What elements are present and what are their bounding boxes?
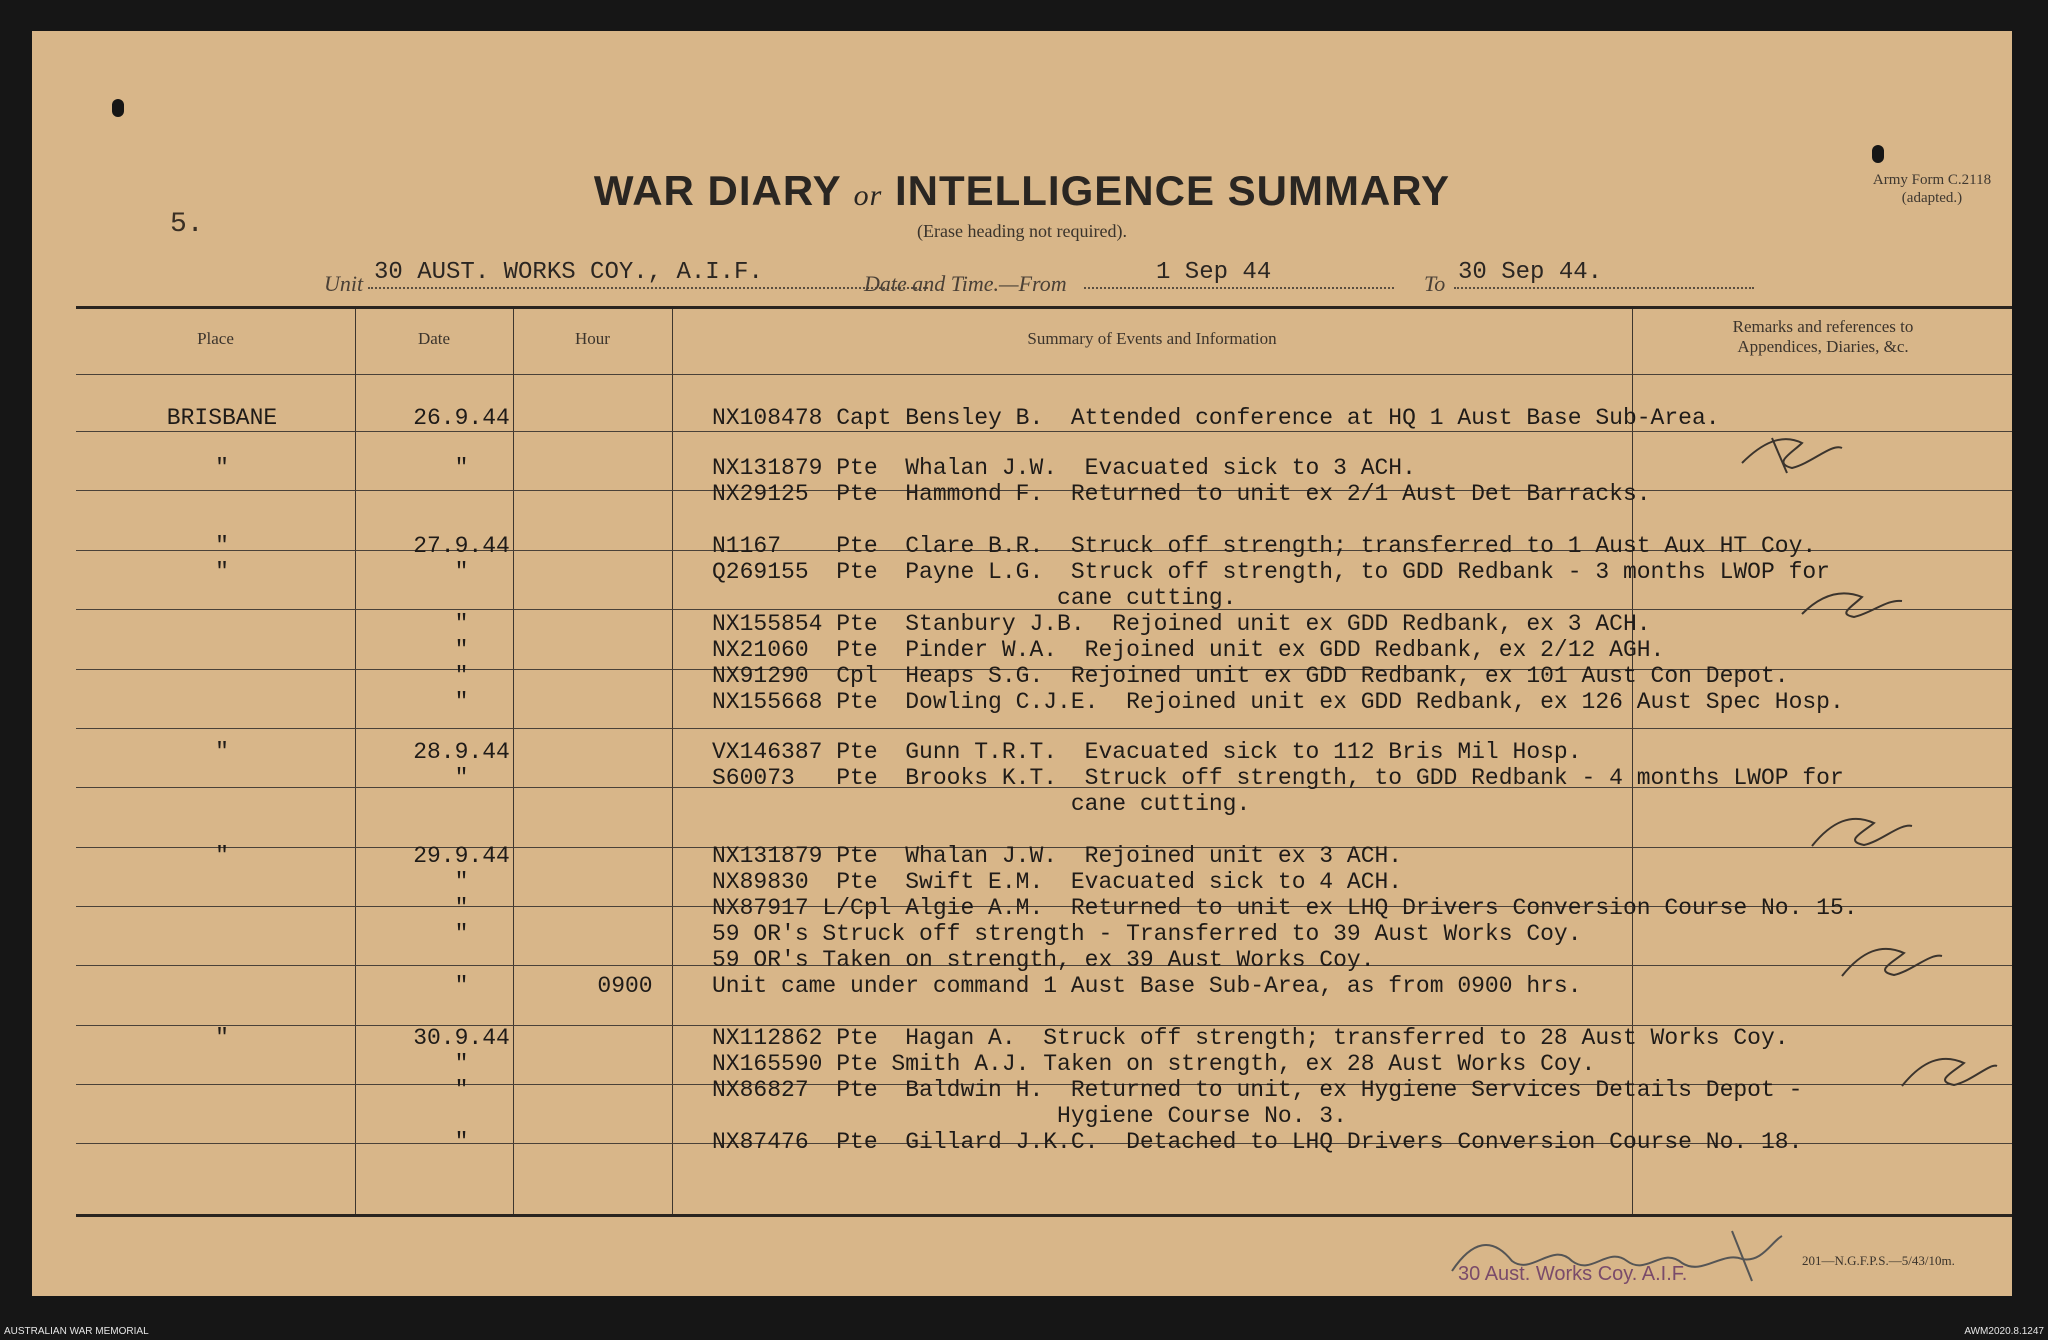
- initials-signature: [1802, 801, 1922, 861]
- row-divider: [76, 431, 2012, 432]
- initials-signature: [1792, 579, 1912, 629]
- row-summary: NX108478 Capt Bensley B. Attended conference at HQ 1 Aust Base Sub-Area.: [712, 405, 1720, 431]
- unit-value: 30 AUST. WORKS COY., A.I.F.: [374, 259, 763, 286]
- row-summary: NX131879 Pte Whalan J.W. Evacuated sick to 3 ACH.: [712, 455, 1416, 481]
- col-divider: [672, 309, 673, 1214]
- row-summary: NX86827 Pte Baldwin H. Returned to unit, ex Hygiene Services Details Depot -: [712, 1077, 1803, 1103]
- row-date: ": [454, 895, 469, 921]
- row-date: ": [454, 1051, 469, 1077]
- row-summary: NX29125 Pte Hammond F. Returned to unit ex 2/1 Aust Det Barracks.: [712, 481, 1651, 507]
- row-summary: cane cutting.: [712, 791, 1251, 817]
- date-to: 30 Sep 44.: [1458, 259, 1603, 286]
- row-place: ": [215, 739, 229, 765]
- row-date: 28.9.44: [413, 739, 510, 765]
- initials-signature: [1892, 1041, 2002, 1101]
- row-summary: NX112862 Pte Hagan A. Struck off strength; transferred to 28 Aust Works Coy.: [712, 1025, 1789, 1051]
- row-summary: NX87917 L/Cpl Algie A.M. Returned to unit ex LHQ Drivers Conversion Course No. 15.: [712, 895, 1858, 921]
- row-summary: Hygiene Course No. 3.: [712, 1103, 1347, 1129]
- row-summary: NX21060 Pte Pinder W.A. Rejoined unit ex GDD Redbank, ex 2/12 AGH.: [712, 637, 1665, 663]
- header-summary: Summary of Events and Information: [1027, 329, 1277, 348]
- row-summary: NX155854 Pte Stanbury J.B. Rejoined unit ex GDD Redbank, ex 3 ACH.: [712, 611, 1651, 637]
- row-date: ": [454, 559, 469, 585]
- row-date: ": [454, 455, 469, 481]
- row-summary: NX87476 Pte Gillard J.K.C. Detached to LHQ Drivers Conversion Course No. 18.: [712, 1129, 1803, 1155]
- header-date: Date: [417, 329, 451, 348]
- row-date: ": [454, 973, 469, 999]
- row-summary: VX146387 Pte Gunn T.R.T. Evacuated sick to 112 Bris Mil Hosp.: [712, 739, 1582, 765]
- row-summary: NX165590 Pte Smith A.J. Taken on strength, ex 28 Aust Works Coy.: [712, 1051, 1596, 1077]
- row-divider: [76, 728, 2012, 729]
- col-divider: [355, 309, 356, 1214]
- date-from: 1 Sep 44: [1156, 259, 1272, 286]
- row-date: ": [454, 921, 469, 947]
- row-place: ": [215, 455, 229, 481]
- row-summary: NX131879 Pte Whalan J.W. Rejoined unit ex 3 ACH.: [712, 843, 1403, 869]
- row-hour: 0900: [597, 973, 653, 999]
- form-print-code: 201—N.G.F.P.S.—5/43/10m.: [1802, 1253, 1955, 1268]
- initials-signature: [1732, 423, 1852, 483]
- row-place: BRISBANE: [166, 405, 278, 431]
- row-place: ": [215, 1025, 229, 1051]
- row-date: 29.9.44: [413, 843, 510, 869]
- army-form-label: Army Form C.2118 (adapted.): [1872, 172, 1992, 206]
- row-date: ": [454, 611, 469, 637]
- row-summary: Q269155 Pte Payne L.G. Struck off strength, to GDD Redbank - 3 months LWOP for: [712, 559, 1830, 585]
- war-diary-sheet: [32, 31, 2012, 1296]
- page-number: 5.: [170, 209, 204, 240]
- header-place: Place: [197, 329, 234, 348]
- archive-reference: AWM2020.8.1247: [1964, 1326, 2044, 1337]
- row-date: ": [454, 637, 469, 663]
- row-date: ": [454, 765, 469, 791]
- unit-line: Unit 30 AUST. WORKS COY., A.I.F. Date and Time.—From 1 Sep 44 To 30 Sep 44.: [324, 259, 1644, 299]
- row-summary: NX89830 Pte Swift E.M. Evacuated sick to 4 ACH.: [712, 869, 1403, 895]
- row-date: ": [454, 689, 469, 715]
- row-date: 30.9.44: [413, 1025, 510, 1051]
- table-top-border: [76, 306, 2012, 309]
- row-place: ": [215, 559, 229, 585]
- row-place: ": [215, 843, 229, 869]
- row-summary: 59 OR's Struck off strength - Transferred to 39 Aust Works Coy.: [712, 921, 1582, 947]
- row-date: 26.9.44: [413, 405, 510, 431]
- row-date: 27.9.44: [413, 533, 510, 559]
- unit-stamp: 30 Aust. Works Coy. A.I.F.: [1458, 1263, 1688, 1285]
- row-summary: NX155668 Pte Dowling C.J.E. Rejoined unit ex GDD Redbank, ex 126 Aust Spec Hosp.: [712, 689, 1844, 715]
- row-summary: Unit came under command 1 Aust Base Sub-Area, as from 0900 hrs.: [712, 973, 1582, 999]
- row-date: ": [454, 1129, 469, 1155]
- row-summary: 59 OR's Taken on strength, ex 39 Aust Works Coy.: [712, 947, 1375, 973]
- archive-footer: [0, 1326, 2048, 1340]
- punch-hole: [1872, 145, 1884, 163]
- header-remarks: Remarks and references to Appendices, Diaries, &c.: [1732, 317, 1914, 356]
- row-date: ": [454, 663, 469, 689]
- row-summary: N1167 Pte Clare B.R. Struck off strength; transferred to 1 Aust Aux HT Coy.: [712, 533, 1817, 559]
- initials-signature: [1832, 931, 1952, 991]
- punch-hole: [112, 99, 124, 117]
- subtitle: (Erase heading not required).: [917, 221, 1127, 241]
- page-title: WAR DIARY or INTELLIGENCE SUMMARY: [593, 167, 1451, 214]
- row-date: ": [454, 1077, 469, 1103]
- row-summary: NX91290 Cpl Heaps S.G. Rejoined unit ex GDD Redbank, ex 101 Aust Con Depot.: [712, 663, 1789, 689]
- header-hour: Hour: [575, 329, 610, 348]
- table-bottom-border: [76, 1214, 2012, 1217]
- row-date: ": [454, 869, 469, 895]
- archive-name: AUSTRALIAN WAR MEMORIAL: [4, 1326, 149, 1337]
- row-summary: S60073 Pte Brooks K.T. Struck off strength, to GDD Redbank - 4 months LWOP for: [712, 765, 1844, 791]
- row-place: ": [215, 533, 229, 559]
- row-summary: cane cutting.: [712, 585, 1237, 611]
- header-divider: [76, 374, 2012, 375]
